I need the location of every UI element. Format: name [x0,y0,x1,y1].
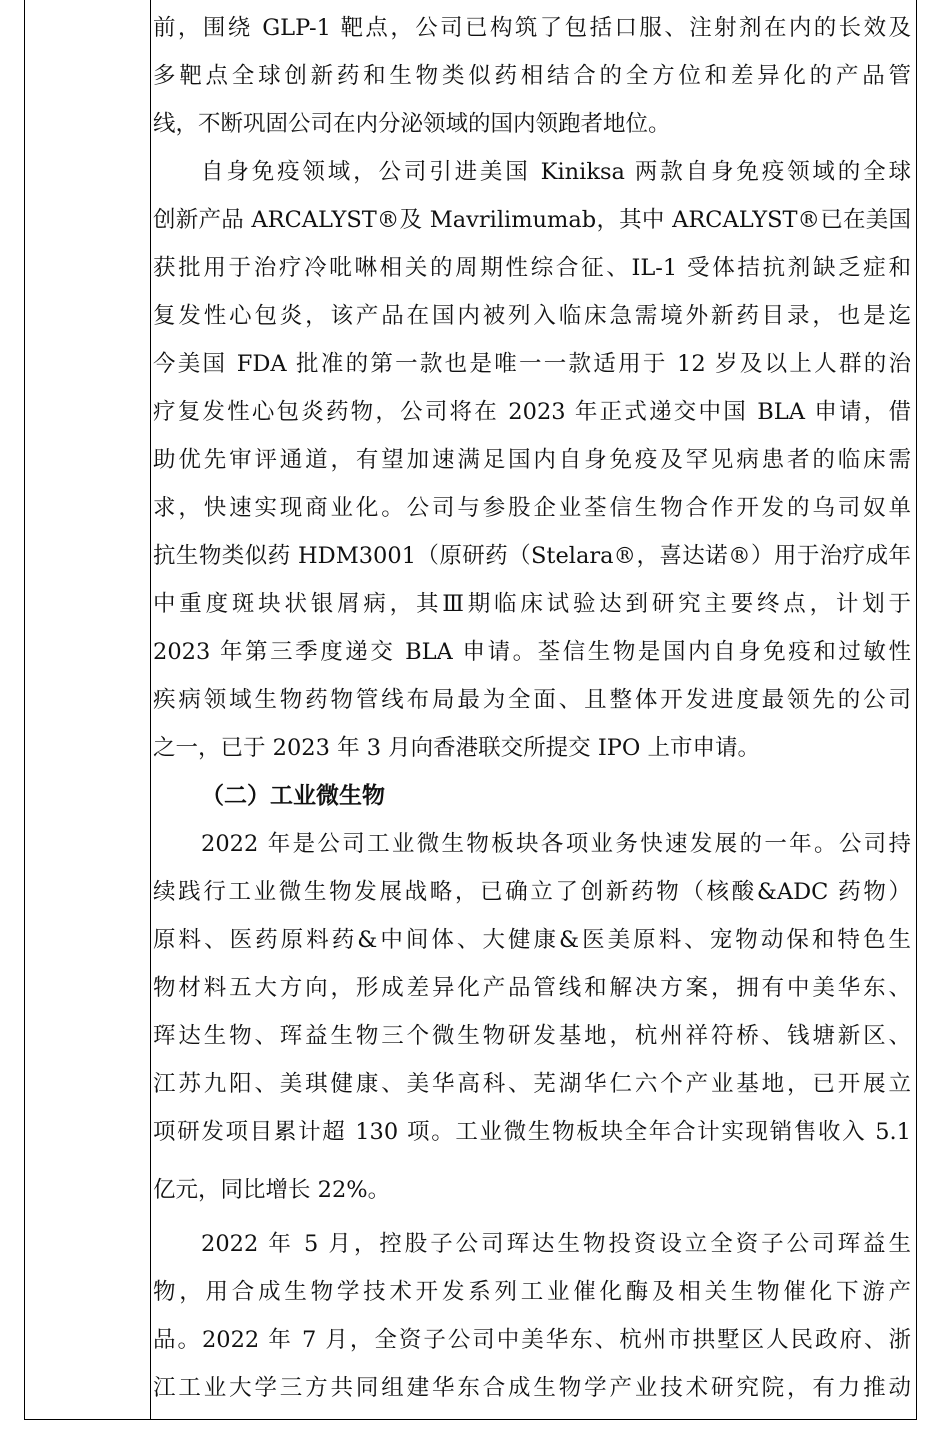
text-line: 创新产品 ARCALYST®及 Mavrilimumab，其中 ARCALYST®已在美国 [153,207,911,233]
table-frame [24,0,917,1420]
text-line: 原料、医药原料药&中间体、大健康&医美原料、宠物动保和特色生 [153,927,911,953]
text-line: 多靶点全球创新药和生物类似药相结合的全方位和差异化的产品管 [153,63,911,89]
paragraph-first-line: 自身免疫领域，公司引进美国 Kiniksa 两款自身免疫领域的全球 [201,159,911,185]
text-line: 物材料五大方向，形成差异化产品管线和解决方案，拥有中美华东、 [153,975,911,1001]
text-line: 品。2022 年 7 月，全资子公司中美华东、杭州市拱墅区人民政府、浙 [153,1327,911,1353]
table-content-cell [153,0,911,1419]
paragraph-first-line: 2022 年 5 月，控股子公司珲达生物投资设立全资子公司珲益生 [201,1231,911,1257]
text-line: 助优先审评通道，有望加速满足国内自身免疫及罕见病患者的临床需 [153,447,911,473]
text-line: 项研发项目累计超 130 项。工业微生物板块全年合计实现销售收入 5.1 [153,1119,911,1145]
text-line: 求，快速实现商业化。公司与参股企业荃信生物合作开发的乌司奴单 [153,495,911,521]
text-line: 物，用合成生物学技术开发系列工业催化酶及相关生物催化下游产 [153,1279,911,1305]
text-line: 续践行工业微生物发展战略，已确立了创新药物（核酸&ADC 药物） [153,879,911,905]
table-left-column [25,0,151,1419]
text-line: 江工业大学三方共同组建华东合成生物学产业技术研究院，有力推动 [153,1375,911,1401]
text-line: 亿元，同比增长 22%。 [153,1177,391,1203]
text-line: 疗复发性心包炎药物，公司将在 2023 年正式递交中国 BLA 申请，借 [153,399,911,425]
text-line: 疾病领域生物药物管线布局最为全面、且整体开发进度最领先的公司 [153,687,911,713]
text-line: 线，不断巩固公司在内分泌领域的国内领跑者地位。 [153,111,671,137]
text-line: 江苏九阳、美琪健康、美华高科、芜湖华仁六个产业基地，已开展立 [153,1071,911,1097]
text-line: 珲达生物、珲益生物三个微生物研发基地，杭州祥符桥、钱塘新区、 [153,1023,911,1049]
text-line: 今美国 FDA 批准的第一款也是唯一一款适用于 12 岁及以上人群的治 [153,351,911,377]
text-line: 抗生物类似药 HDM3001（原研药（Stelara®，喜达诺®）用于治疗成年 [153,543,911,569]
text-line: 中重度斑块状银屑病，其Ⅲ期临床试验达到研究主要终点，计划于 [153,591,911,617]
paragraph-first-line: 2022 年是公司工业微生物板块各项业务快速发展的一年。公司持 [201,831,911,857]
section-heading: （二）工业微生物 [201,782,385,809]
text-line: 复发性心包炎，该产品在国内被列入临床急需境外新药目录，也是迄 [153,303,911,329]
text-line: 2023 年第三季度递交 BLA 申请。荃信生物是国内自身免疫和过敏性 [153,639,911,665]
text-line: 前，围绕 GLP-1 靶点，公司已构筑了包括口服、注射剂在内的长效及 [153,15,911,41]
text-line: 之一，已于 2023 年 3 月向香港联交所提交 IPO 上市申请。 [153,735,760,761]
text-line: 获批用于治疗冷吡啉相关的周期性综合征、IL-1 受体拮抗剂缺乏症和 [153,255,911,281]
